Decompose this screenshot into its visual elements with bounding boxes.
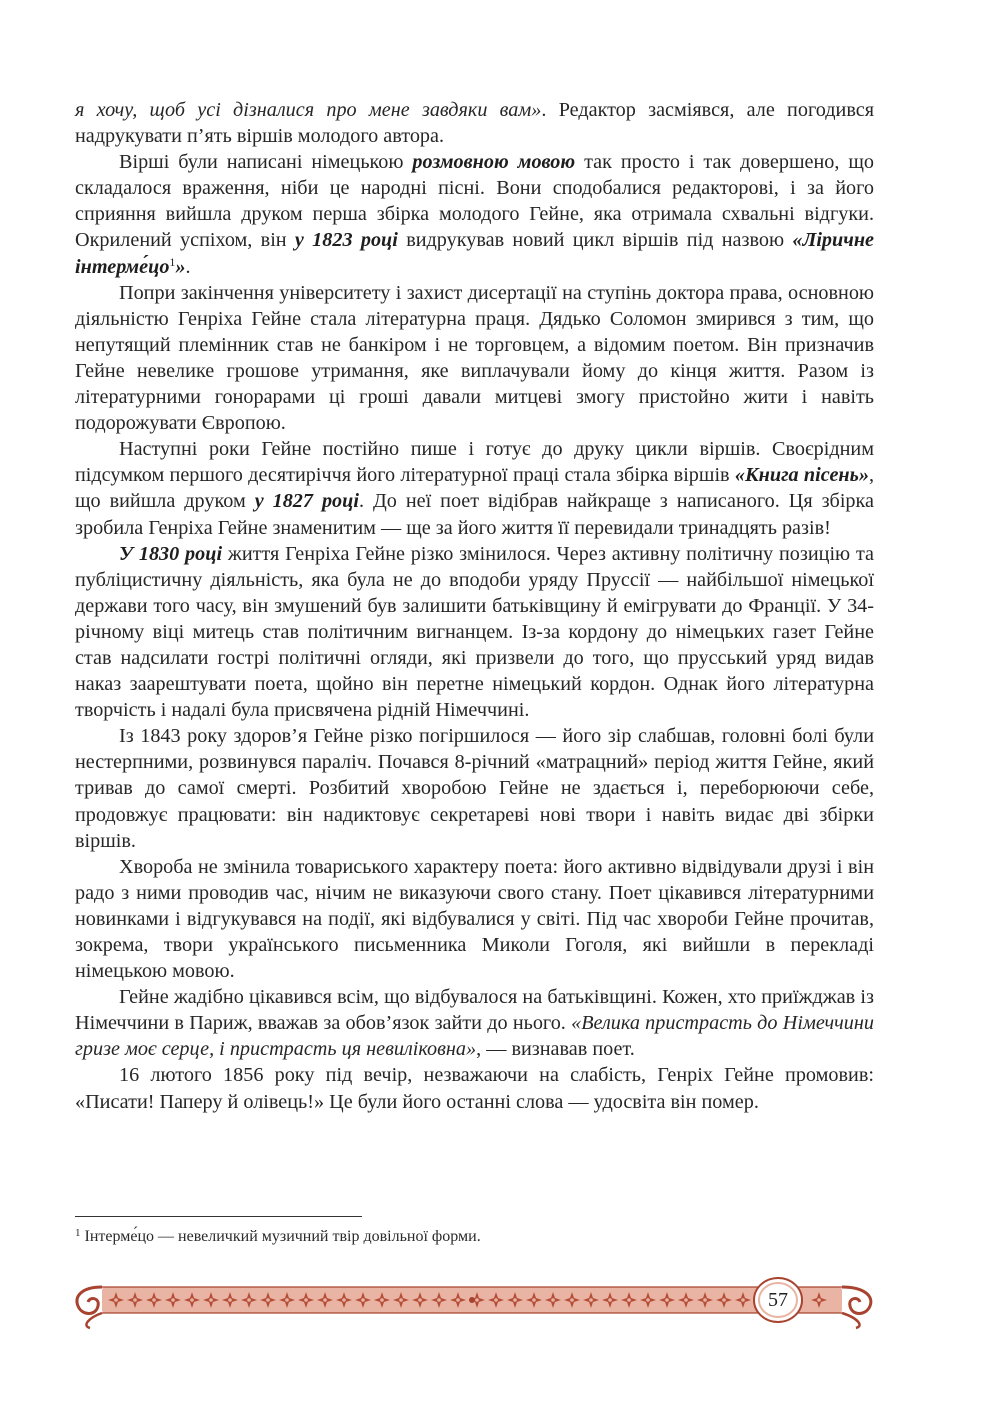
text-run: , що вийшла друком [75, 464, 874, 513]
text-run: . До неї поет відібрав найкраще з написаного. Ця збірка зробила Генріха Гейне знаменитим — ще за його життя її перевидали тринадцять разів! [75, 490, 874, 539]
text-run: Гейне жадібно цікавився всім, що відбувалося на батьківщині. Кожен, хто приїжджав із Німеччини в Париж, вважав за обов’язок зайти до нього. [75, 986, 874, 1035]
ornament-curl-right-tail [842, 1313, 860, 1328]
text-run: видрукував новий цикл віршів під назвою [397, 229, 793, 252]
emphasis-text: «Ліричне інтерме́цо [75, 229, 875, 278]
text-run: Хвороба не змінила товариського характеру поета: його активно відвідували друзі і він радо з ними проводив час, нічим не виказуючи свого стану. Поет цікавився літературними новинками і відгукувався на події, які відбувалися у світі. Під час хвороби Гейне прочитав, зокрема, твори українського письменника Миколи Гоголя, які вийшли в перекладі німецькою мовою. [75, 855, 874, 983]
footnote-divider [75, 1216, 362, 1217]
ornament-curl-left [77, 1287, 102, 1314]
emphasis-text: » [175, 255, 186, 278]
ornament-curl-left-tail [86, 1313, 102, 1328]
italic-text: я хочу, щоб усі дізналися про мене завдяки вам» [75, 99, 542, 121]
paragraph [75, 854, 874, 984]
emphasis-text: розмовною мовою [412, 151, 576, 174]
text-run: Наступні роки Гейне постійно пише і готує до друку цикли віршів. Своєрідним підсумком першого десятиріччя його літературної праці стала збірка віршів [75, 438, 874, 487]
text-run: Попри закінчення університету і захист дисертації на ступінь доктора права, основною діяльністю Генріха Гейне стала літературна праця. Дядько Соломон змирився з тим, що непутящий племінник став не банкіром і не торговцем, а відомим поетом. Він призначив Гейне невелике грошове утримання, яке виплачували йому до кінця життя. Разом із літературними гонорарами ці гроші давали митцеві змогу пристойно жити і навіть подорожувати Європою. [75, 281, 874, 435]
emphasis-text: у 1823 році [294, 229, 398, 252]
emphasis-text: у 1827 році [254, 490, 359, 513]
footnote [75, 1226, 874, 1248]
paragraph [75, 984, 874, 1062]
page-number: 57 [768, 1289, 788, 1311]
text-run: , — визнавав поет. [476, 1038, 635, 1061]
paragraph [75, 97, 874, 149]
text-run: Із 1843 року здоров’я Гейне різко погіршилося — його зір слабшав, головні болі були нестерпними, розвинувся параліч. Почався 8-річний «матрацний» період життя Гейне, який тривав до самої смерті. Розбитий хворобою Гейне не здається і, переборюючи себе, продовжує працювати: він надиктовує секретареві нові твори і навіть видає дві збірки віршів. [75, 725, 874, 852]
paragraph [75, 149, 874, 279]
italic-text: «Велика пристрасть до Німеччини гризе моє серце, і пристрасть ця невиліковна» [75, 1012, 874, 1061]
paragraph [75, 280, 874, 437]
emphasis-text: У 1830 році [119, 542, 223, 565]
paragraph [75, 436, 874, 540]
ornament-curl-right [842, 1287, 871, 1314]
paragraph [75, 1062, 874, 1114]
paragraph [75, 723, 874, 853]
main-text [75, 97, 874, 1115]
text-run: 16 лютого 1856 року під вечір, незважаючи на слабість, Генріх Гейне промовив: «Писати! Паперу й олівець!» Це були його останні слова — удосвіта він помер. [75, 1064, 874, 1113]
text-run: Вірші були написані німецькою [119, 151, 413, 174]
ornament-center-dot [469, 1297, 475, 1303]
text-run: . Редактор засміявся, але погодився надрукувати п’ять віршів молодого автора. [75, 99, 874, 148]
emphasis-text: «Книга пісень» [734, 464, 869, 487]
footnote-text: Інтерме́цо — невеличкий музичний твір довільної форми. [80, 1228, 481, 1245]
text-run: так просто і так довершено, що складалося враження, ніби це народні пісні. Вони сподобалися редакторові, і за його сприяння вийшла друком перша збірка молодого Гейне, яка отримала схвальні відгуки. Окрилений успіхом, він [75, 151, 875, 252]
footnote-reference: 1 [169, 254, 176, 269]
paragraph [75, 541, 874, 724]
text-run: життя Генріха Гейне різко змінилося. Через активну політичну позицію та публіцистичну діяльність, яка була не до вподоби уряду Пруссії — найбільшої німецької держави того часу, він змушений був залишити батьківщину й емігрувати до Франції. У 34-річному віці митець став політичним вигнанцем. Із-за кордону до німецьких газет Гейне став надсилати гострі політичні огляди, які призвели до того, що прусський уряд видав наказ заарештувати поета, щойно він перетне німецький кордон. Однак його літературна творчість і надалі була присвячена рідній Німеччині. [75, 542, 874, 722]
text-run: . [185, 255, 191, 278]
footnote-marker: 1 [75, 1227, 81, 1239]
